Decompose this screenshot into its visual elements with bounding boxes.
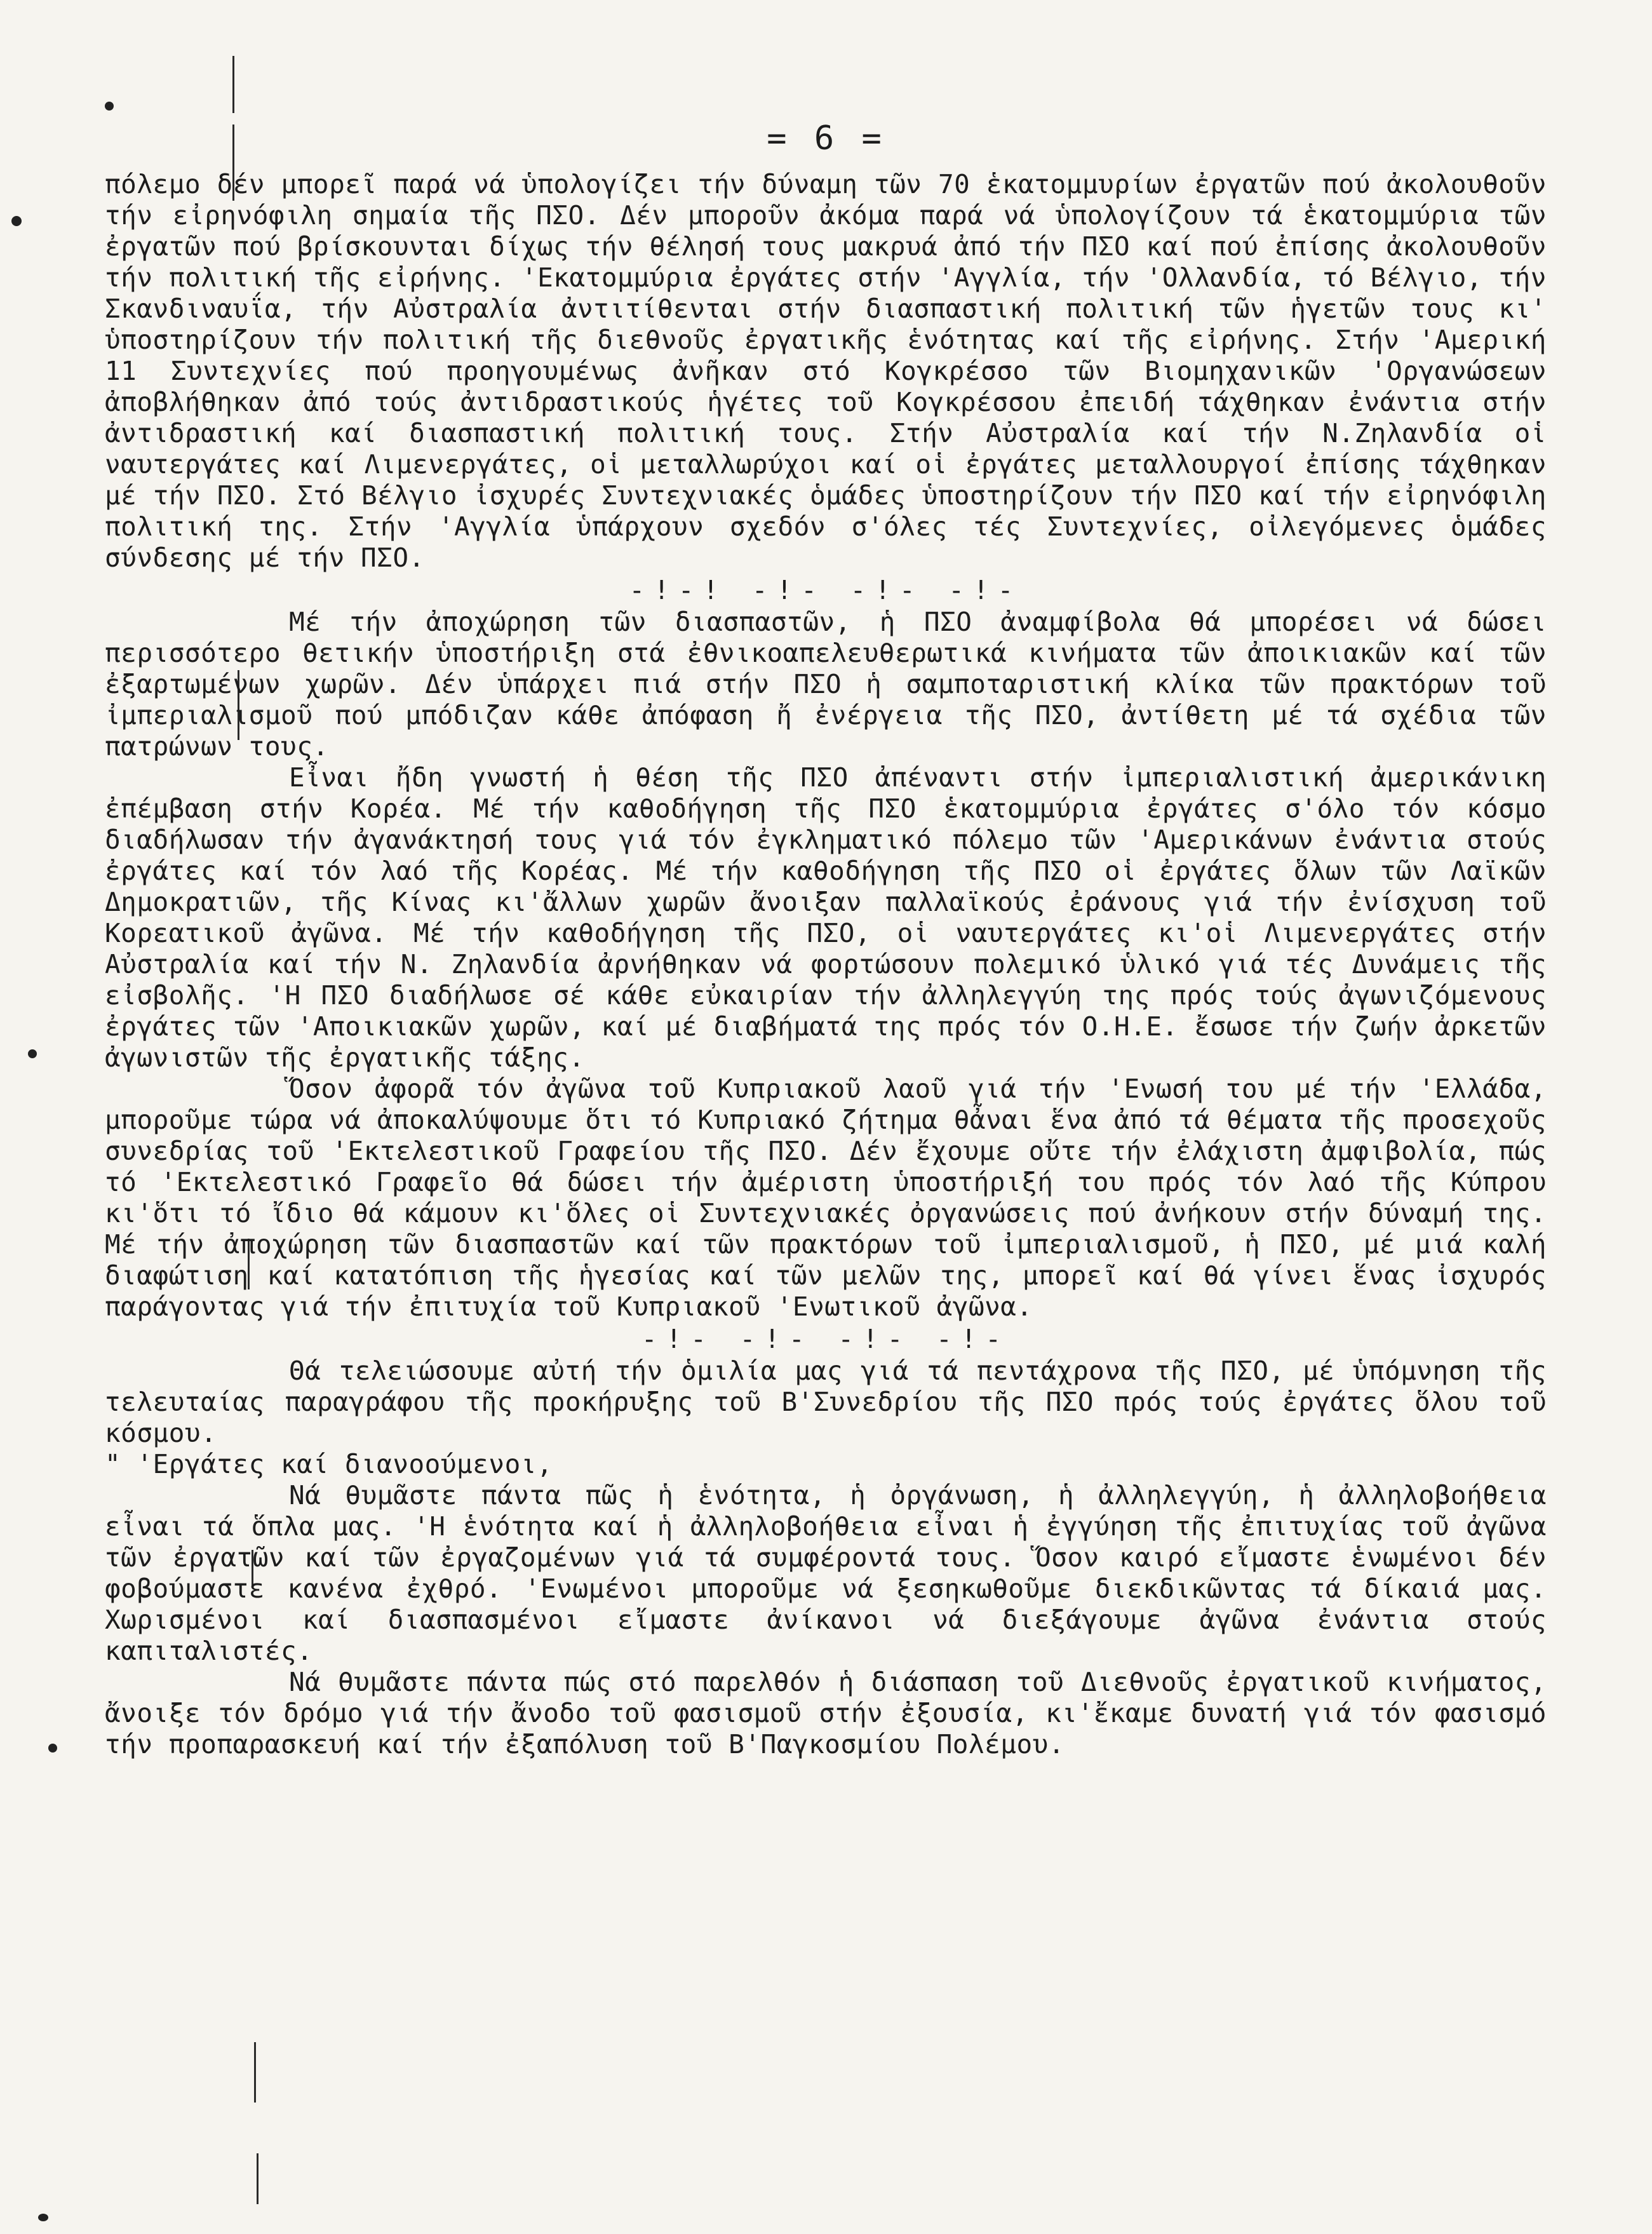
paragraph: Μέ τήν ἀποχώρηση τῶν διασπαστῶν, ἡ ΠΣΟ ἀναμφίβολα θά μπορέσει νά δώσει περισσότερο θετικήν ὑποστήριξη στά ἐθνικοαπελευθερωτικά κινήματα τῶν ἀποικιακῶν καί τῶν ἐξαρτωμένων χωρῶν. Δέν ὑπάρχει πιά στήν ΠΣΟ ἡ σαμποταριστική κλίκα τῶν πρακτόρων τοῦ ἰμπεριαλισμοῦ πού μπόδιζαν κάθε ἀπόφαση ἤ ἐνέργεια τῆς ΠΣΟ, ἀντίθετη μέ τά σχέδια τῶν πατρώνων τους. [105,607,1547,762]
margin-line-top [232,56,234,113]
scan-speck [38,2214,48,2221]
page-number: = 6 = [767,119,885,158]
paragraph: Ὅσον ἀφορᾶ τόν ἀγῶνα τοῦ Κυπριακοῦ λαοῦ γιά τήν 'Ενωσή του μέ τήν 'Ελλάδα, μποροῦμε τώρα νά ἀποκαλύψουμε ὅτι τό Κυπριακό ζήτημα θἆναι ἕνα ἀπό τά θέματα τῆς προσεχοῦς συνεδρίας τοῦ 'Εκτελεστικοῦ Γραφείου τῆς ΠΣΟ. Δέν ἔχουμε οὔτε τήν ἐλάχιστη ἀμφιβολία, πώς τό 'Εκτελεστικό Γραφεῖο θά δώσει τήν ἀμέριστη ὑποστήριξή του πρός τόν λαό τῆς Κύπρου κι'ὅτι τό ἴδιο θά κάμουν κι'ὅλες οἱ Συντεχνιακές ὀργανώσεις πού ἀνήκουν στήν δύναμή της. Μέ τήν ἀποχώρηση τῶν διασπαστῶν καί τῶν πρακτόρων τοῦ ἰμπεριαλισμοῦ, ἡ ΠΣΟ, μέ μιά καλή διαφώτιση καί κατατόπιση τῆς ἡγεσίας καί τῶν μελῶν της, μπορεῖ καί θά γίνει ἕνας ἰσχυρός παράγοντας γιά τήν ἐπιτυχία τοῦ Κυπριακοῦ 'Ενωτικοῦ ἀγῶνα. [105,1073,1547,1322]
quote-salutation: " 'Εργάτες καί διανοούμενοι, [105,1449,553,1479]
section-separator: -!- -!- -!- -!- [641,1324,1011,1354]
scan-speck [48,1744,57,1753]
margin-line-5 [254,2042,256,2103]
scan-speck [105,102,114,111]
paragraph: πόλεμο δέν μπορεῖ παρά νά ὑπολογίζει τήν δύναμη τῶν 70 ἑκατομμυρίων ἐργατῶν πού ἀκολουθοῦν τήν εἰρηνόφιλη σημαία τῆς ΠΣΟ. Δέν μποροῦν ἀκόμα παρά νά ὑπολογίζουν τά ἑκατομμύρια τῶν ἐργατῶν πού βρίσκουνται δίχως τήν θέλησή τους μακρυά ἀπό τήν ΠΣΟ καί πού ἐπίσης ἀκολουθοῦν τήν πολιτική τῆς εἰρήνης. 'Εκατομμύρια ἐργάτες στήν 'Αγγλία, τήν 'Ολλανδία, τό Βέλγιο, τήν Σκανδιναυΐα, τήν Αὐστραλία ἀντιτίθενται στήν διασπαστική πολιτική τῶν ἡγετῶν τους κι' ὑποστηρίζουν τήν πολιτική τῆς διεθνοῦς ἐργατικῆς ἑνότητας καί τῆς εἰρήνης. Στήν 'Αμερική 11 Συντεχνίες πού προηγουμένως ἀνῆκαν στό Κογκρέσσο τῶν Βιομηχανικῶν 'Οργανώσεων ἀποβλήθηκαν ἀπό τούς ἀντιδραστικούς ἡγέτες τοῦ Κογκρέσσου ἐπειδή τάχθηκαν ἐνάντια στήν ἀντιδραστική καί διασπαστική πολιτική τους. Στήν Αὐστραλία καί τήν Ν.Ζηλανδία οἱ ναυτεργάτες καί Λιμενεργάτες, οἱ μεταλλωρύχοι καί οἱ ἐργάτες μεταλλουργοί ἐπίσης τάχθηκαν μέ τήν ΠΣΟ. Στό Βέλγιο ἰσχυρές Συντεχνιακές ὁμάδες ὑποστηρίζουν τήν ΠΣΟ καί τήν εἰρηνόφιλη πολιτική της. Στήν 'Αγγλία ὑπάρχουν σχεδόν σ'όλες τές Συντεχνίες, οἰλεγόμενες ὁμάδες σύνδεσης μέ τήν ΠΣΟ. [105,169,1547,573]
paragraph: Νά θυμᾶστε πάντα πώς στό παρελθόν ἡ διάσπαση τοῦ Διεθνοῦς ἐργατικοῦ κινήματος, ἄνοιξε τόν δρόμο γιά τήν ἄνοδο τοῦ φασισμοῦ στήν ἐξουσία, κι'ἔκαμε δυνατή γιά τόν φασισμό τήν προπαρασκευή καί τήν ἐξαπόλυση τοῦ Β'Παγκοσμίου Πολέμου. [105,1667,1547,1760]
section-separator: -!-! -!- -!- -!- [629,575,1023,605]
paragraph: Εἶναι ἤδη γνωστή ἡ θέση τῆς ΠΣΟ ἀπέναντι στήν ἰμπεριαλιστική ἀμερικάνικη ἐπέμβαση στήν Κορέα. Μέ τήν καθοδήγηση τῆς ΠΣΟ ἑκατομμύρια ἐργάτες σ'όλο τόν κόσμο διαδήλωσαν τήν ἀγανάκτησή τους γιά τόν ἐγκληματικό πόλεμο τῶν 'Αμερικάνων ἐνάντια στούς ἐργάτες καί τόν λαό τῆς Κορέας. Μέ τήν καθοδήγηση τῆς ΠΣΟ οἱ ἐργάτες ὅλων τῶν Λαϊκῶν Δημοκρατιῶν, τῆς Κίνας κι'ἄλλων χωρῶν ἄνοιξαν παλλαϊκούς ἐράνους γιά τήν ἐνίσχυση τοῦ Κορεατικοῦ ἀγῶνα. Μέ τήν καθοδήγηση τῆς ΠΣΟ, οἱ ναυτεργάτες κι'οἱ Λιμενεργάτες στήν Αὐστραλία καί τήν Ν. Ζηλανδία ἀρνήθηκαν νά φορτώσουν πολεμικό ὑλικό γιά τές Δυνάμεις τῆς εἰσβολῆς. 'Η ΠΣΟ διαδήλωσε σέ κάθε εὐκαιρίαν τήν ἀλληλεγγύη της πρός τούς ἀγωνιζόμενους ἐργάτες τῶν 'Αποικιακῶν χωρῶν, καί μέ διαβήματά της πρός τόν Ο.Η.Ε. ἔσωσε τήν ζωήν ἀρκετῶν ἀγωνιστῶν τῆς ἐργατικῆς τάξης. [105,762,1547,1073]
paragraph: Θά τελειώσουμε αὐτή τήν ὁμιλία μας γιά τά πεντάχρονα τῆς ΠΣΟ, μέ ὑπόμνηση τῆς τελευταίας παραγράφου τῆς προκήρυξης τοῦ Β'Συνεδρίου τῆς ΠΣΟ πρός τούς ἐργάτες ὅλου τοῦ κόσμου. [105,1356,1547,1448]
document-body [105,169,1547,1760]
margin-line-6 [257,2153,259,2204]
scan-speck [11,216,22,226]
scan-speck [28,1049,37,1058]
paragraph: Νά θυμᾶστε πάντα πῶς ἡ ἑνότητα, ἡ ὀργάνωση, ἡ ἀλληλεγγύη, ἡ ἀλληλοβοήθεια εἶναι τά ὅπλα μας. 'Η ἑνότητα καί ἡ ἀλληλοβοήθεια εἶναι ἡ ἐγγύηση τῆς ἐπιτυχίας τοῦ ἀγῶνα τῶν ἐργατῶν καί τῶν ἐργαζομένων γιά τά συμφέροντά τους. Ὅσον καιρό εἴμαστε ἑνωμένοι δέν φοβούμαστε κανένα ἐχθρό. 'Ενωμένοι μποροῦμε νά ξεσηκωθοῦμε διεκδικῶντας τά δίκαιά μας. Χωρισμένοι καί διασπασμένοι εἴμαστε ἀνίκανοι νά διεξάγουμε ἀγῶνα ἐνάντια στούς καπιταλιστές. [105,1480,1547,1666]
